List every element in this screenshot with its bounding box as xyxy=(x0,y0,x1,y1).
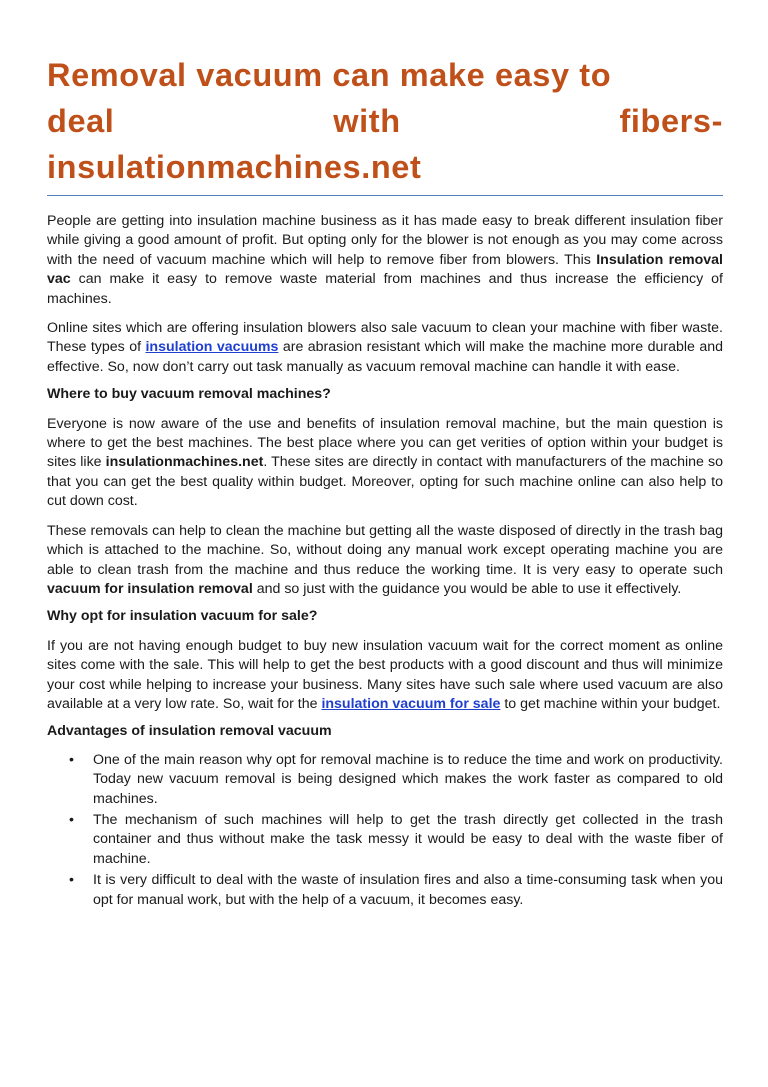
list-item-text: One of the main reason why opt for removal machine is to reduce the time and work on productivity. Today new vacuum removal is being designed which makes the work faster as compared to old machines. xyxy=(93,751,723,807)
list-item xyxy=(69,751,723,809)
list-item-text: It is very difficult to deal with the waste of insulation fires and also a time-consuming task when you opt for manual work, but with the help of a vacuum, it becomes easy. xyxy=(93,872,723,908)
link-insulation-vacuums[interactable]: insulation vacuums xyxy=(145,339,279,356)
bullet-icon: • xyxy=(69,811,74,828)
bullet-icon: • xyxy=(69,872,74,889)
paragraph-intro xyxy=(47,212,723,309)
bold-text: insulationmachines.net xyxy=(105,454,264,471)
bold-text: vacuum for insulation removal xyxy=(47,580,253,597)
list-item xyxy=(69,811,723,869)
bold-text: Insulation removal vac xyxy=(47,251,723,288)
heading-advantages: Advantages of insulation removal vacuum xyxy=(47,723,332,740)
advantages-list xyxy=(47,751,723,910)
heading-where-to-buy: Where to buy vacuum removal machines? xyxy=(47,386,331,403)
text-run: If you are not having enough budget to buy new insulation vacuum wait for the correct moment as online sites come with the sale. This will help to get the best products with a good discount and thus will minimize your cost while helping to increase your business. Many sites have such sale where used vacuum are also available at a very low rate. So, wait for the xyxy=(47,637,723,712)
bullet-icon: • xyxy=(69,751,74,768)
text-run: can make it easy to remove waste material from machines and thus increase the efficiency of machines. xyxy=(47,271,723,307)
text-run: These removals can help to clean the machine but getting all the waste disposed of directly in the trash bag which is attached to the machine. So, without doing any manual work except operating machine you are able to clean trash from the machine and thus reduce the working time. It is very easy to operate such xyxy=(47,522,723,578)
paragraph-sale xyxy=(47,637,723,715)
title-line-1: Removal vacuum can make easy to xyxy=(47,57,612,93)
text-run: are abrasion resistant which will make the machine more durable and effective. So, now don’t carry out task manually as vacuum removal machine can handle it with ease. xyxy=(47,339,724,375)
text-run: and so just with the guidance you would be able to use it effectively. xyxy=(252,580,682,597)
text-run: to get machine within your budget. xyxy=(500,695,721,712)
text-run: People are getting into insulation machine business as it has made easy to break different insulation fiber while giving a good amount of profit. But opting only for the blower is not enough as you may come across with the need of vacuum machine which will help to remove fiber from blowers. This xyxy=(47,213,723,268)
link-insulation-vacuum-for-sale[interactable]: insulation vacuum for sale xyxy=(321,695,501,712)
paragraph-where-to-buy xyxy=(47,415,723,512)
heading-why-opt: Why opt for insulation vacuum for sale? xyxy=(47,608,318,625)
title-divider xyxy=(47,195,723,196)
text-run: Everyone is now aware of the use and benefits of insulation removal machine, but the main question is where to get the best machines. The best place where you can get verities of option within your budget is sites like xyxy=(47,415,723,471)
list-item xyxy=(69,871,723,910)
title-line-2: deal with fibers- xyxy=(47,103,723,139)
title-line-3: insulationmachines.net xyxy=(47,149,422,185)
text-run: Online sites which are offering insulation blowers also sale vacuum to clean your machine with fiber waste. These types of xyxy=(47,320,723,356)
list-item-text: The mechanism of such machines will help to get the trash directly get collected in the trash container and thus without make the task messy it would be easy to deal with the waste fiber of machine. xyxy=(93,811,723,867)
document-page xyxy=(47,52,723,912)
paragraph-removals xyxy=(47,522,723,600)
text-run: . These sites are directly in contact with manufacturers of the machine so that you can get the best quality within budget. Moreover, opting for such machine online can also help to cut down cost. xyxy=(47,454,723,510)
page-title xyxy=(47,52,723,190)
paragraph-online-sites xyxy=(47,319,723,377)
